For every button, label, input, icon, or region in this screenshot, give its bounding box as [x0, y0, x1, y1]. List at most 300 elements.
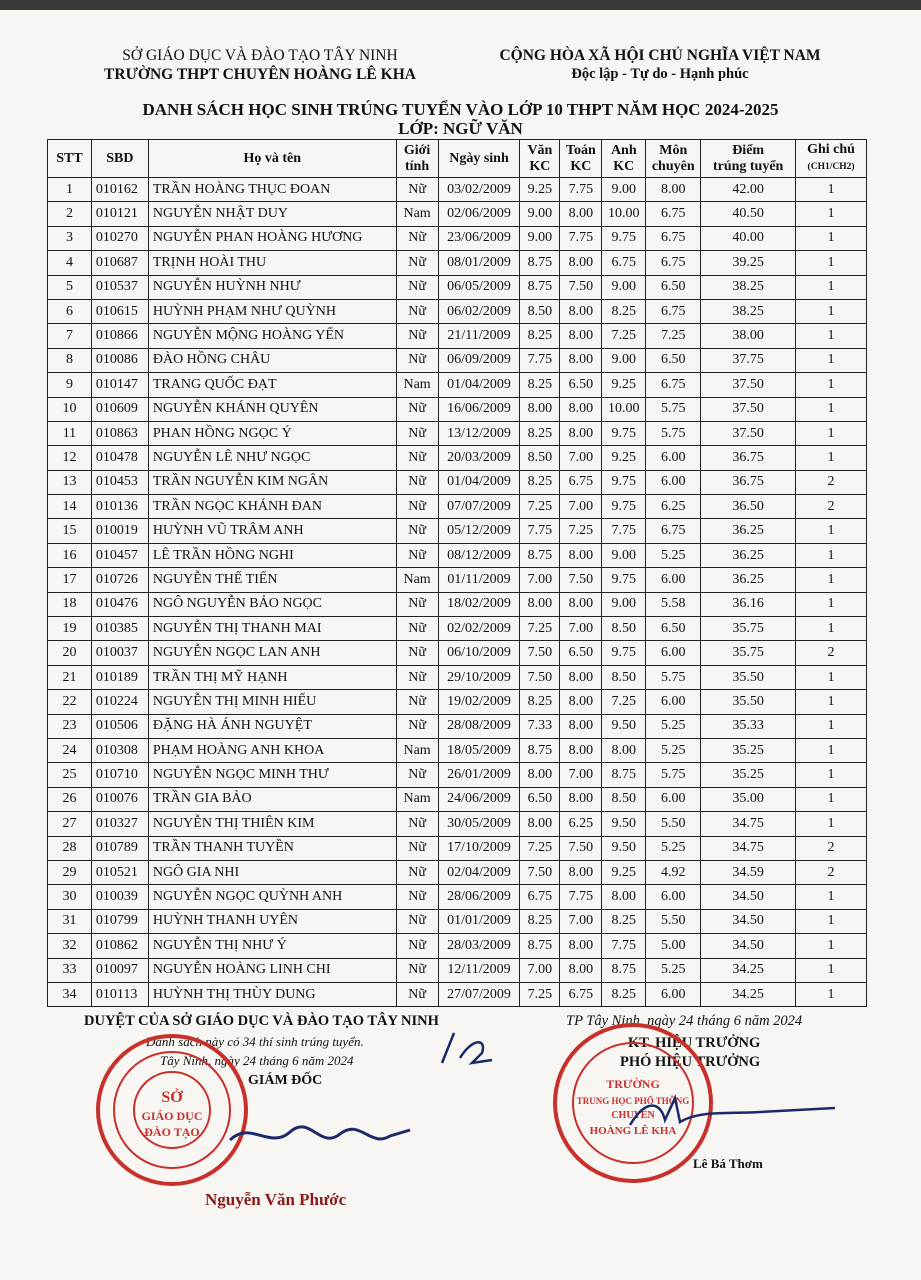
cell-diem: 34.75 — [701, 836, 796, 860]
cell-ghichu: 1 — [796, 543, 867, 567]
student-table — [47, 139, 867, 1007]
cell-van: 8.25 — [520, 690, 560, 714]
cell-mon-chuyen: 5.25 — [646, 836, 701, 860]
cell-ghichu: 1 — [796, 275, 867, 299]
cell-ghichu: 1 — [796, 226, 867, 250]
cell-mon-chuyen: 6.00 — [646, 641, 701, 665]
cell-gender: Nữ — [396, 519, 438, 543]
cell-dob: 26/01/2009 — [438, 763, 520, 787]
cell-anh: 9.00 — [602, 543, 646, 567]
cell-dob: 06/05/2009 — [438, 275, 520, 299]
header-right — [470, 46, 850, 84]
cell-stt: 19 — [48, 617, 92, 641]
cell-name: TRỊNH HOÀI THU — [148, 251, 396, 275]
cell-toan: 6.75 — [560, 470, 602, 494]
cell-dob: 01/01/2009 — [438, 909, 520, 933]
svg-text:ĐÀO TẠO: ĐÀO TẠO — [144, 1125, 200, 1139]
class-subtitle: LỚP: NGỮ VĂN — [398, 119, 523, 138]
cell-mon-chuyen: 5.25 — [646, 738, 701, 762]
cell-dob: 16/06/2009 — [438, 397, 520, 421]
cell-stt: 7 — [48, 324, 92, 348]
cell-ghichu: 1 — [796, 958, 867, 982]
vice-principal-title: PHÓ HIỆU TRƯỞNG — [620, 1054, 761, 1070]
cell-ghichu: 1 — [796, 251, 867, 275]
cell-mon-chuyen: 5.75 — [646, 763, 701, 787]
cell-sbd: 010076 — [91, 787, 148, 811]
cell-diem: 35.25 — [701, 763, 796, 787]
table-row — [48, 470, 867, 494]
cell-ghichu: 1 — [796, 324, 867, 348]
table-row — [48, 251, 867, 275]
cell-mon-chuyen: 6.00 — [646, 568, 701, 592]
cell-name: NGUYỄN NGỌC QUỲNH ANH — [148, 885, 396, 909]
cell-ghichu: 1 — [796, 348, 867, 372]
cell-diem: 35.50 — [701, 690, 796, 714]
cell-gender: Nữ — [396, 836, 438, 860]
cell-stt: 15 — [48, 519, 92, 543]
cell-diem: 35.75 — [701, 641, 796, 665]
document-title: DANH SÁCH HỌC SINH TRÚNG TUYỂN VÀO LỚP 10 THPT NĂM HỌC 2024-2025 — [142, 100, 779, 119]
cell-dob: 06/09/2009 — [438, 348, 520, 372]
cell-ghichu: 1 — [796, 665, 867, 689]
cell-dob: 28/08/2009 — [438, 714, 520, 738]
cell-anh: 9.00 — [602, 275, 646, 299]
cell-van: 8.00 — [520, 592, 560, 616]
cell-anh: 9.25 — [602, 860, 646, 884]
cell-stt: 18 — [48, 592, 92, 616]
cell-stt: 24 — [48, 738, 92, 762]
cell-stt: 33 — [48, 958, 92, 982]
cell-van: 7.75 — [520, 348, 560, 372]
cell-diem: 35.25 — [701, 738, 796, 762]
cell-mon-chuyen: 6.75 — [646, 299, 701, 323]
table-header-row — [48, 140, 867, 178]
cell-gender: Nữ — [396, 251, 438, 275]
cell-name: HUỲNH VŨ TRÂM ANH — [148, 519, 396, 543]
cell-sbd: 010162 — [91, 178, 148, 202]
cell-mon-chuyen: 6.00 — [646, 446, 701, 470]
table-row — [48, 568, 867, 592]
cell-mon-chuyen: 5.25 — [646, 958, 701, 982]
cell-stt: 13 — [48, 470, 92, 494]
cell-name: TRẦN HOÀNG THỤC ĐOAN — [148, 178, 396, 202]
cell-van: 9.00 — [520, 202, 560, 226]
table-row — [48, 836, 867, 860]
cell-dob: 28/06/2009 — [438, 885, 520, 909]
cell-van: 7.25 — [520, 617, 560, 641]
cell-toan: 7.50 — [560, 275, 602, 299]
cell-mon-chuyen: 6.00 — [646, 690, 701, 714]
cell-sbd: 010147 — [91, 373, 148, 397]
cell-name: NGUYỄN NGỌC LAN ANH — [148, 641, 396, 665]
cell-dob: 08/01/2009 — [438, 251, 520, 275]
cell-anh: 7.25 — [602, 690, 646, 714]
cell-gender: Nữ — [396, 763, 438, 787]
cell-anh: 7.75 — [602, 934, 646, 958]
cell-mon-chuyen: 6.75 — [646, 251, 701, 275]
initial-signature — [432, 1028, 502, 1068]
cell-stt: 8 — [48, 348, 92, 372]
cell-van: 8.50 — [520, 299, 560, 323]
cell-toan: 8.00 — [560, 787, 602, 811]
cell-stt: 32 — [48, 934, 92, 958]
cell-stt: 17 — [48, 568, 92, 592]
table-row — [48, 812, 867, 836]
cell-stt: 34 — [48, 982, 92, 1006]
cell-mon-chuyen: 4.92 — [646, 860, 701, 884]
table-row — [48, 519, 867, 543]
cell-toan: 6.75 — [560, 982, 602, 1006]
cell-dob: 06/02/2009 — [438, 299, 520, 323]
cell-gender: Nữ — [396, 617, 438, 641]
cell-anh: 8.25 — [602, 909, 646, 933]
cell-van: 8.25 — [520, 324, 560, 348]
cell-mon-chuyen: 6.25 — [646, 495, 701, 519]
cell-anh: 8.25 — [602, 982, 646, 1006]
svg-text:CHUYÊN: CHUYÊN — [611, 1110, 655, 1121]
cell-gender: Nữ — [396, 226, 438, 250]
cell-name: NGÔ NGUYỄN BẢO NGỌC — [148, 592, 396, 616]
cell-anh: 9.50 — [602, 812, 646, 836]
cell-sbd: 010710 — [91, 763, 148, 787]
cell-anh: 9.50 — [602, 836, 646, 860]
cell-stt: 30 — [48, 885, 92, 909]
cell-sbd: 010687 — [91, 251, 148, 275]
svg-text:SỞ: SỞ — [161, 1089, 183, 1106]
cell-van: 8.75 — [520, 934, 560, 958]
cell-gender: Nữ — [396, 324, 438, 348]
cell-ghichu: 2 — [796, 470, 867, 494]
col-sbd: SBD — [91, 140, 148, 178]
cell-gender: Nữ — [396, 958, 438, 982]
svg-text:TRƯỜNG: TRƯỜNG — [606, 1077, 660, 1091]
cell-toan: 8.00 — [560, 665, 602, 689]
cell-anh: 9.00 — [602, 348, 646, 372]
cell-toan: 8.00 — [560, 543, 602, 567]
cell-toan: 7.50 — [560, 836, 602, 860]
table-row — [48, 202, 867, 226]
table-row — [48, 738, 867, 762]
cell-dob: 30/05/2009 — [438, 812, 520, 836]
cell-name: NGUYỄN THỊ THANH MAI — [148, 617, 396, 641]
col-diem: Điểm trúng tuyển — [701, 140, 796, 178]
cell-stt: 28 — [48, 836, 92, 860]
col-stt: STT — [48, 140, 92, 178]
cell-mon-chuyen: 6.50 — [646, 275, 701, 299]
cell-gender: Nữ — [396, 495, 438, 519]
cell-van: 7.25 — [520, 495, 560, 519]
cell-ghichu: 1 — [796, 982, 867, 1006]
cell-anh: 8.75 — [602, 763, 646, 787]
cell-name: HUỲNH THANH UYÊN — [148, 909, 396, 933]
cell-anh: 9.25 — [602, 373, 646, 397]
cell-stt: 12 — [48, 446, 92, 470]
cell-mon-chuyen: 6.50 — [646, 348, 701, 372]
cell-name: TRẦN NGỌC KHÁNH ĐAN — [148, 495, 396, 519]
col-dob: Ngày sinh — [438, 140, 520, 178]
col-ghichu: Ghi chú (CH1/CH2) — [796, 140, 867, 178]
cell-ghichu: 1 — [796, 909, 867, 933]
cell-stt: 23 — [48, 714, 92, 738]
cell-mon-chuyen: 6.00 — [646, 885, 701, 909]
cell-diem: 37.50 — [701, 421, 796, 445]
cell-toan: 7.75 — [560, 178, 602, 202]
cell-ghichu: 1 — [796, 617, 867, 641]
cell-toan: 7.25 — [560, 519, 602, 543]
cell-mon-chuyen: 7.25 — [646, 324, 701, 348]
cell-mon-chuyen: 5.25 — [646, 714, 701, 738]
national-motto: Độc lập - Tự do - Hạnh phúc — [571, 66, 749, 82]
cell-van: 8.25 — [520, 373, 560, 397]
cell-diem: 35.00 — [701, 787, 796, 811]
cell-ghichu: 1 — [796, 568, 867, 592]
cell-gender: Nữ — [396, 665, 438, 689]
cell-gender: Nữ — [396, 909, 438, 933]
cell-ghichu: 1 — [796, 373, 867, 397]
cell-sbd: 010862 — [91, 934, 148, 958]
cell-gender: Nữ — [396, 470, 438, 494]
cell-ghichu: 1 — [796, 690, 867, 714]
cell-toan: 7.00 — [560, 909, 602, 933]
cell-ghichu: 2 — [796, 641, 867, 665]
cell-name: TRANG QUỐC ĐẠT — [148, 373, 396, 397]
cell-mon-chuyen: 6.75 — [646, 226, 701, 250]
cell-name: PHAN HỒNG NGỌC Ý — [148, 421, 396, 445]
cell-dob: 20/03/2009 — [438, 446, 520, 470]
cell-van: 8.25 — [520, 909, 560, 933]
cell-name: TRẦN GIA BẢO — [148, 787, 396, 811]
cell-sbd: 010609 — [91, 397, 148, 421]
cell-stt: 26 — [48, 787, 92, 811]
cell-ghichu: 1 — [796, 787, 867, 811]
cell-anh: 9.00 — [602, 178, 646, 202]
cell-dob: 02/04/2009 — [438, 860, 520, 884]
cell-gender: Nữ — [396, 592, 438, 616]
cell-sbd: 010327 — [91, 812, 148, 836]
cell-dob: 18/02/2009 — [438, 592, 520, 616]
cell-ghichu: 1 — [796, 178, 867, 202]
cell-name: TRẦN NGUYỄN KIM NGÂN — [148, 470, 396, 494]
cell-van: 9.25 — [520, 178, 560, 202]
cell-gender: Nữ — [396, 446, 438, 470]
top-bar — [0, 0, 921, 10]
cell-van: 6.75 — [520, 885, 560, 909]
cell-toan: 6.25 — [560, 812, 602, 836]
col-name: Họ và tên — [148, 140, 396, 178]
cell-anh: 8.50 — [602, 665, 646, 689]
cell-toan: 8.00 — [560, 397, 602, 421]
cell-diem: 35.75 — [701, 617, 796, 641]
cell-stt: 20 — [48, 641, 92, 665]
cell-anh: 8.75 — [602, 958, 646, 982]
cell-van: 8.25 — [520, 470, 560, 494]
table-row — [48, 787, 867, 811]
cell-gender: Nam — [396, 373, 438, 397]
cell-toan: 8.00 — [560, 690, 602, 714]
cell-toan: 7.75 — [560, 885, 602, 909]
cell-van: 8.25 — [520, 421, 560, 445]
count-note: Danh sách này có 34 thí sinh trúng tuyển. — [146, 1034, 364, 1049]
cell-stt: 27 — [48, 812, 92, 836]
cell-dob: 05/12/2009 — [438, 519, 520, 543]
cell-name: NGUYỄN THỊ THIÊN KIM — [148, 812, 396, 836]
cell-dob: 06/10/2009 — [438, 641, 520, 665]
cell-toan: 8.00 — [560, 348, 602, 372]
cell-toan: 6.50 — [560, 373, 602, 397]
cell-diem: 34.50 — [701, 885, 796, 909]
cell-diem: 34.50 — [701, 934, 796, 958]
cell-diem: 34.25 — [701, 958, 796, 982]
cell-anh: 7.75 — [602, 519, 646, 543]
cell-anh: 9.75 — [602, 495, 646, 519]
table-row — [48, 421, 867, 445]
cell-anh: 8.00 — [602, 885, 646, 909]
cell-van: 7.50 — [520, 641, 560, 665]
cell-sbd: 010121 — [91, 202, 148, 226]
cell-sbd: 010224 — [91, 690, 148, 714]
cell-dob: 27/07/2009 — [438, 982, 520, 1006]
cell-sbd: 010270 — [91, 226, 148, 250]
table-row — [48, 178, 867, 202]
cell-gender: Nữ — [396, 812, 438, 836]
cell-ghichu: 2 — [796, 495, 867, 519]
table-row — [48, 982, 867, 1006]
cell-dob: 01/04/2009 — [438, 470, 520, 494]
cell-gender: Nữ — [396, 299, 438, 323]
cell-anh: 7.25 — [602, 324, 646, 348]
cell-stt: 11 — [48, 421, 92, 445]
cell-diem: 34.59 — [701, 860, 796, 884]
cell-anh: 8.00 — [602, 738, 646, 762]
cell-van: 6.50 — [520, 787, 560, 811]
cell-toan: 8.00 — [560, 738, 602, 762]
cell-gender: Nữ — [396, 421, 438, 445]
cell-diem: 36.75 — [701, 470, 796, 494]
cell-dob: 19/02/2009 — [438, 690, 520, 714]
cell-name: NGUYỄN THẾ TIẾN — [148, 568, 396, 592]
table-row — [48, 592, 867, 616]
vice-principal-signature — [620, 1090, 840, 1140]
cell-toan: 8.00 — [560, 860, 602, 884]
cell-mon-chuyen: 5.75 — [646, 421, 701, 445]
cell-gender: Nam — [396, 738, 438, 762]
cell-diem: 38.00 — [701, 324, 796, 348]
cell-anh: 8.50 — [602, 787, 646, 811]
cell-dob: 29/10/2009 — [438, 665, 520, 689]
cell-stt: 6 — [48, 299, 92, 323]
cell-gender: Nữ — [396, 348, 438, 372]
cell-diem: 40.00 — [701, 226, 796, 250]
cell-mon-chuyen: 5.75 — [646, 397, 701, 421]
cell-dob: 23/06/2009 — [438, 226, 520, 250]
cell-anh: 6.75 — [602, 251, 646, 275]
table-row — [48, 909, 867, 933]
cell-diem: 36.16 — [701, 592, 796, 616]
cell-van: 8.00 — [520, 397, 560, 421]
cell-diem: 40.50 — [701, 202, 796, 226]
cell-toan: 8.00 — [560, 421, 602, 445]
cell-van: 8.75 — [520, 543, 560, 567]
cell-van: 7.33 — [520, 714, 560, 738]
cell-van: 8.50 — [520, 446, 560, 470]
department-name: SỞ GIÁO DỤC VÀ ĐÀO TẠO TÂY NINH — [122, 47, 398, 64]
cell-dob: 21/11/2009 — [438, 324, 520, 348]
table-row — [48, 226, 867, 250]
table-row — [48, 324, 867, 348]
cell-sbd: 010615 — [91, 299, 148, 323]
cell-toan: 8.00 — [560, 324, 602, 348]
cell-name: TRẦN THỊ MỸ HẠNH — [148, 665, 396, 689]
table-row — [48, 885, 867, 909]
cell-ghichu: 1 — [796, 885, 867, 909]
cell-stt: 21 — [48, 665, 92, 689]
cell-toan: 8.00 — [560, 592, 602, 616]
cell-sbd: 010457 — [91, 543, 148, 567]
cell-anh: 9.75 — [602, 226, 646, 250]
cell-mon-chuyen: 6.00 — [646, 787, 701, 811]
table-row — [48, 299, 867, 323]
svg-text:GIÁO DỤC: GIÁO DỤC — [141, 1109, 203, 1123]
approval-title: DUYỆT CỦA SỞ GIÁO DỤC VÀ ĐÀO TẠO TÂY NINH — [84, 1013, 439, 1029]
cell-gender: Nam — [396, 568, 438, 592]
table-row — [48, 714, 867, 738]
cell-anh: 9.75 — [602, 641, 646, 665]
kt-title: KT. HIỆU TRƯỞNG — [628, 1035, 761, 1051]
cell-ghichu: 1 — [796, 763, 867, 787]
cell-stt: 9 — [48, 373, 92, 397]
cell-name: NGUYỄN PHAN HOÀNG HƯƠNG — [148, 226, 396, 250]
cell-stt: 25 — [48, 763, 92, 787]
cell-toan: 8.00 — [560, 958, 602, 982]
cell-ghichu: 1 — [796, 446, 867, 470]
cell-stt: 1 — [48, 178, 92, 202]
cell-diem: 34.50 — [701, 909, 796, 933]
cell-name: LÊ TRẦN HỒNG NGHI — [148, 543, 396, 567]
table-body — [48, 178, 867, 1007]
cell-dob: 01/11/2009 — [438, 568, 520, 592]
cell-anh: 9.75 — [602, 421, 646, 445]
table-row — [48, 641, 867, 665]
cell-dob: 02/06/2009 — [438, 202, 520, 226]
col-gender: Giới tính — [396, 140, 438, 178]
cell-toan: 7.00 — [560, 617, 602, 641]
table-row — [48, 934, 867, 958]
cell-stt: 4 — [48, 251, 92, 275]
cell-dob: 13/12/2009 — [438, 421, 520, 445]
col-van: Văn KC — [520, 140, 560, 178]
cell-name: NGUYỄN NGỌC MINH THƯ — [148, 763, 396, 787]
cell-sbd: 010537 — [91, 275, 148, 299]
cell-gender: Nữ — [396, 885, 438, 909]
cell-stt: 14 — [48, 495, 92, 519]
cell-toan: 7.00 — [560, 763, 602, 787]
table-row — [48, 617, 867, 641]
cell-toan: 6.50 — [560, 641, 602, 665]
cell-diem: 37.75 — [701, 348, 796, 372]
cell-toan: 7.00 — [560, 446, 602, 470]
cell-dob: 01/04/2009 — [438, 373, 520, 397]
cell-toan: 8.00 — [560, 251, 602, 275]
cell-dob: 28/03/2009 — [438, 934, 520, 958]
cell-sbd: 010799 — [91, 909, 148, 933]
cell-diem: 38.25 — [701, 275, 796, 299]
cell-sbd: 010863 — [91, 421, 148, 445]
cell-name: HUỲNH THỊ THÙY DUNG — [148, 982, 396, 1006]
table-row — [48, 397, 867, 421]
cell-mon-chuyen: 6.75 — [646, 519, 701, 543]
cell-dob: 03/02/2009 — [438, 178, 520, 202]
cell-van: 7.50 — [520, 860, 560, 884]
